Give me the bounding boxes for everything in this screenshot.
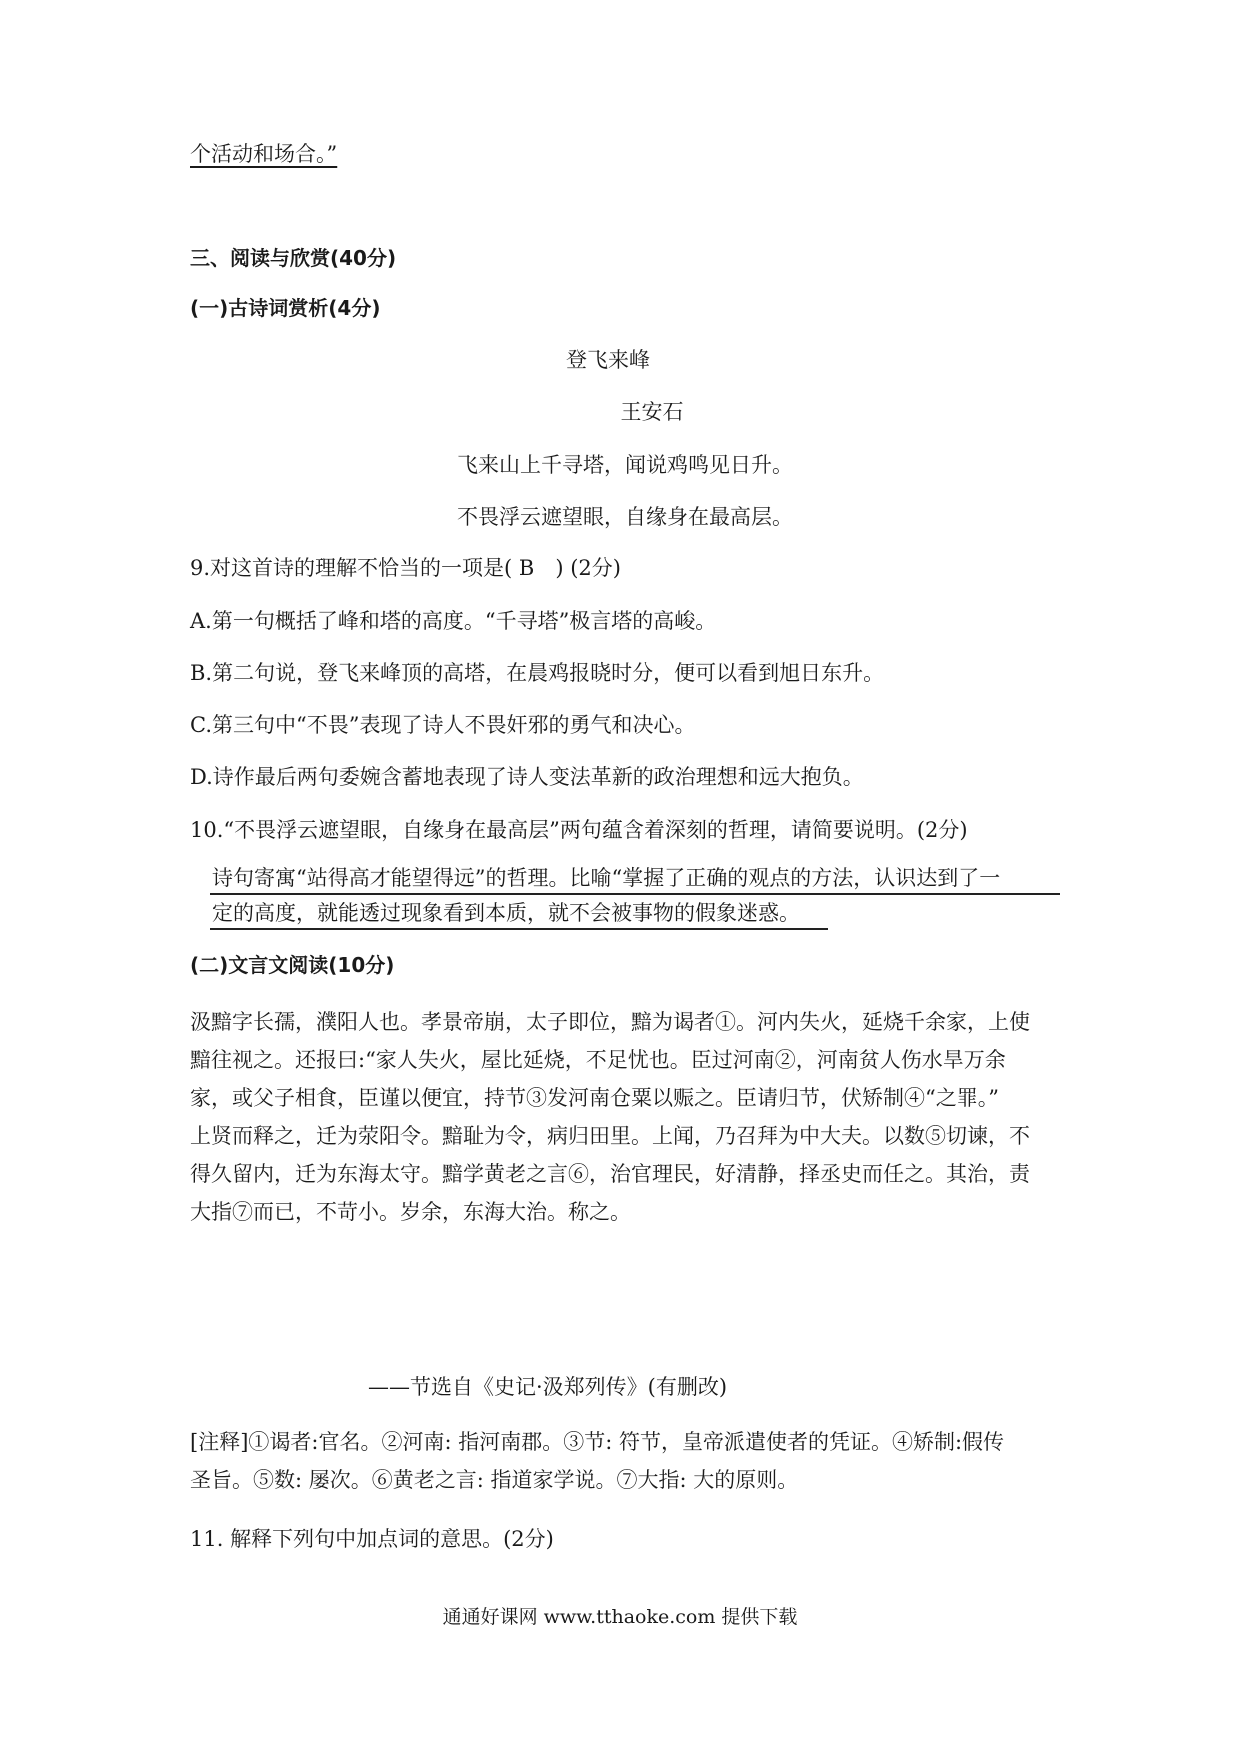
classical-text-line: 大指⑦而已，不苛小。岁余，东海大治。称之。 [190,1200,631,1224]
classical-text-line: 家，或父子相食，臣谨以便宜，持节③发河南仓粟以赈之。臣请归节，伏矫制④“之罪。” [190,1086,999,1110]
poem-line-2: 不畏浮云遮望眼，自缘身在最高层。 [457,505,793,529]
question-9-option-a: A.第一句概括了峰和塔的高度。“千寻塔”极言塔的高峻。 [190,609,717,633]
question-10-stem: 10.“不畏浮云遮望眼，自缘身在最高层”两句蕴含着深刻的哲理，请简要说明。(2分) [190,818,968,842]
question-9-stem: 9.对这首诗的理解不恰当的一项是( B ) (2分) [190,556,621,580]
footer-credit: 通通好课网 www.tthaoke.com 提供下载 [442,1606,798,1628]
question-9-option-d: D.诗作最后两句委婉含蓄地表现了诗人变法革新的政治理想和远大抱负。 [190,765,864,789]
section-3-title: 三、阅读与欣赏(40分) [190,246,397,270]
classical-text [190,1003,1060,1231]
source-citation: ——节选自《史记·汲郑列传》(有删改) [368,1375,728,1399]
question-11-stem: 11. 解释下列句中加点词的意思。(2分) [190,1527,554,1551]
subsection-1-title: (一)古诗词赏析(4分) [190,296,381,320]
annotation-line: 圣旨。⑤数: 屡次。⑥黄老之言: 指道家学说。⑦大指: 大的原则。 [190,1468,799,1492]
annotation-line: [注释]①谒者:官名。②河南: 指河南郡。③节: 符节，皇帝派遣使者的凭证。④矫制:假传 [190,1430,1005,1454]
classical-text-line: 黯往视之。还报曰:“家人失火，屋比延烧，不足忧也。臣过河南②，河南贫人伤水旱万余 [190,1048,1006,1072]
subsection-2-title: (二)文言文阅读(10分) [190,953,395,977]
question-10-answer-line-2: 定的高度，就能透过现象看到本质，就不会被事物的假象迷惑。 [212,901,800,925]
question-9-option-c: C.第三句中“不畏”表现了诗人不畏奸邪的勇气和决心。 [190,713,696,737]
poem-title: 登飞来峰 [566,348,650,372]
answer-underline-2 [210,928,828,930]
question-10-answer-line-1: 诗句寄寓“站得高才能望得远”的哲理。比喻“掌握了正确的观点的方法，认识达到了一 [212,866,1001,890]
answer-underline-1 [210,893,1060,895]
classical-text-line: 上贤而释之，迁为荥阳令。黯耻为令，病归田里。上闻，乃召拜为中大夫。以数⑤切谏，不 [190,1124,1030,1148]
classical-text-line: 得久留内，迁为东海太守。黯学黄老之言⑥，治官理民，好清静，择丞史而任之。其治，责 [190,1162,1030,1186]
annotation-notes [190,1423,1060,1499]
poem-author: 王安石 [620,400,684,424]
question-9-option-b: B.第二句说，登飞来峰顶的高塔，在晨鸡报晓时分，便可以看到旭日东升。 [190,661,885,685]
poem-line-1: 飞来山上千寻塔，闻说鸡鸣见日升。 [457,453,793,477]
top-fragment: 个活动和场合。” [190,142,338,166]
classical-text-line: 汲黯字长孺，濮阳人也。孝景帝崩，太子即位，黯为谒者①。河内失火，延烧千余家，上使 [190,1010,1030,1034]
